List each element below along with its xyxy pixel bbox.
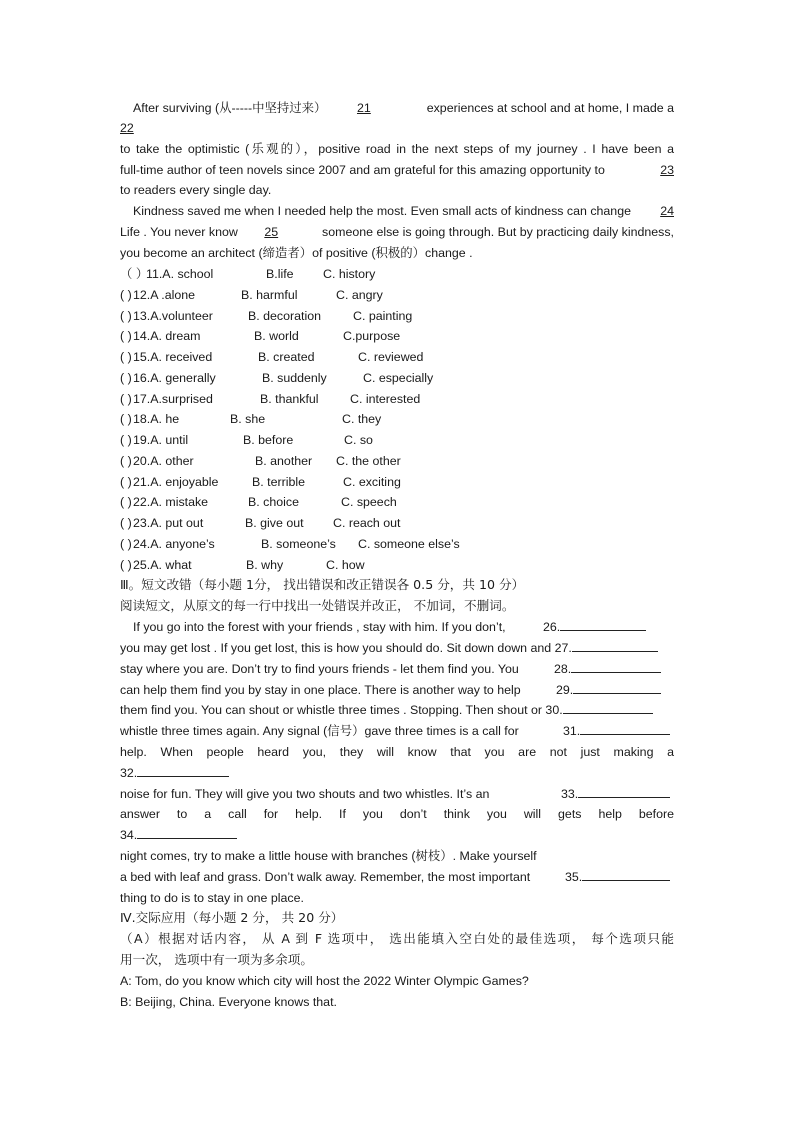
option-b: B. another xyxy=(255,454,313,468)
answer-paren[interactable]: ( ) xyxy=(120,495,132,509)
dialog-line-2: B: Beijing, China. Everyone knows that. xyxy=(120,995,337,1009)
passage-text: Kindness saved me when I needed help the most. Even small acts of kindness can change xyxy=(133,204,631,218)
option-b: B. give out xyxy=(245,516,304,530)
answer-number: 34. xyxy=(120,828,138,842)
passage-line-8: you become an architect (缔造者）of positive (积极的）change . xyxy=(120,246,473,260)
correction-text: you may get lost . If you get lost, this is how you should do. Sit down down and 27. xyxy=(120,641,572,655)
answer-paren[interactable]: ( ) xyxy=(120,537,132,551)
answer-paren[interactable]: ( ) xyxy=(120,475,132,489)
option-a: 20.A. other xyxy=(133,454,194,468)
option-a: 25.A. what xyxy=(133,558,192,572)
passage-line-7 xyxy=(120,224,674,240)
blank-24: 24 xyxy=(660,204,674,218)
blank-21: 21 xyxy=(356,101,371,115)
correction-answer-32[interactable] xyxy=(120,765,229,781)
correction-line-33 xyxy=(120,786,489,802)
blank-23: 23 xyxy=(660,163,674,177)
answer-number: 35. xyxy=(565,870,583,884)
passage-line-5: to readers every single day. xyxy=(120,183,272,197)
option-b: B. harmful xyxy=(241,288,298,302)
passage-line-4 xyxy=(120,162,674,178)
answer-paren[interactable]: ( ) xyxy=(120,350,132,364)
correction-line-27 xyxy=(120,640,658,656)
passage-text: After surviving (从-----中坚持过来） xyxy=(133,101,327,115)
section-3-heading: Ⅲ。短文改错（每小题 1分， 找出错误和改正错误各 0.5 分，共 10 分） xyxy=(120,577,525,592)
option-a: 17.A.surprised xyxy=(133,392,213,406)
passage-text: Life . You never know xyxy=(120,225,238,239)
passage-line-1 xyxy=(133,100,674,116)
answer-number: 26. xyxy=(543,620,561,634)
option-b: B. decoration xyxy=(248,309,322,323)
answer-blank[interactable] xyxy=(137,765,229,777)
option-c: C. speech xyxy=(341,495,397,509)
option-a: 12.A .alone xyxy=(133,288,196,302)
correction-line-32: help. When people heard you, they will know that you are not just making a xyxy=(120,745,674,759)
option-c: C. painting xyxy=(353,309,413,323)
option-a: 18.A. he xyxy=(133,412,180,426)
option-b: B. created xyxy=(258,350,315,364)
passage-text: experiences at school and at home, I made a xyxy=(426,101,674,115)
answer-paren[interactable]: ( ) xyxy=(120,433,132,447)
answer-paren[interactable]: ( ) xyxy=(120,392,132,406)
correction-answer-34[interactable] xyxy=(120,827,237,843)
answer-paren[interactable]: ( ) xyxy=(120,329,132,343)
correction-text: whistle three times again. Any signal (信号）gave three times is a call for xyxy=(120,724,519,738)
correction-answer-33[interactable] xyxy=(561,786,670,802)
section-4-instruction-1: （A）根据对话内容， 从 A 到 F 选项中， 选出能填入空白处的最佳选项， 每个选项只能 xyxy=(120,931,674,946)
correction-line-26 xyxy=(133,619,506,635)
option-b: B. she xyxy=(230,412,266,426)
option-b: B. suddenly xyxy=(262,371,327,385)
correction-text: If you go into the forest with your friends , stay with him. If you don’t, xyxy=(133,620,506,634)
option-b: B. thankful xyxy=(260,392,319,406)
correction-text: a bed with leaf and grass. Don’t walk away. Remember, the most important xyxy=(120,870,531,884)
correction-answer-26[interactable] xyxy=(543,619,646,635)
passage-line-6 xyxy=(133,203,674,219)
answer-blank[interactable] xyxy=(137,827,237,839)
answer-blank[interactable] xyxy=(560,619,646,631)
correction-line-35a: night comes, try to make a little house with branches (树枝）. Make yourself xyxy=(120,849,537,863)
option-c: C. especially xyxy=(363,371,434,385)
correction-line-29 xyxy=(120,682,521,698)
option-a: 11.A. school xyxy=(146,267,214,281)
correction-text: can help them find you by stay in one place. There is another way to help xyxy=(120,683,521,697)
passage-text: full-time author of teen novels since 2007 and am grateful for this amazing opportunity to xyxy=(120,163,605,177)
option-b: B. before xyxy=(243,433,294,447)
correction-answer-35[interactable] xyxy=(565,869,670,885)
correction-text: them find you. You can shout or whistle three times . Stopping. Then shout or 30. xyxy=(120,703,563,717)
option-b: B.life xyxy=(266,267,294,281)
correction-line-30 xyxy=(120,702,653,718)
answer-paren[interactable]: ( ) xyxy=(120,371,132,385)
option-c: C. the other xyxy=(336,454,401,468)
correction-line-35b xyxy=(120,869,530,885)
section-4-instruction-2: 用一次， 选项中有一项为多余项。 xyxy=(120,952,313,967)
dialog-line-1: A: Tom, do you know which city will host the 2022 Winter Olympic Games? xyxy=(120,974,529,988)
blank-22: 22 xyxy=(120,121,134,135)
answer-number: 32. xyxy=(120,766,138,780)
correction-line-34: answer to a call for help. If you don’t think you will gets help before xyxy=(120,807,674,821)
section-3-instruction: 阅读短文，从原文的每一行中找出一处错误并改正， 不加词，不删词。 xyxy=(120,598,515,613)
answer-blank[interactable] xyxy=(580,723,670,735)
answer-number: 31. xyxy=(563,724,581,738)
answer-paren[interactable]: ( ) xyxy=(120,309,132,323)
answer-paren[interactable]: ( ) xyxy=(120,288,132,302)
option-c: C. they xyxy=(342,412,382,426)
answer-paren[interactable]: ( ) xyxy=(120,558,132,572)
answer-number: 28. xyxy=(554,662,572,676)
option-c: C. so xyxy=(344,433,373,447)
option-c: C. exciting xyxy=(343,475,401,489)
option-b: B. world xyxy=(254,329,299,343)
option-a: 21.A. enjoyable xyxy=(133,475,219,489)
correction-line-31 xyxy=(120,723,519,739)
passage-text: someone else is going through. But by practicing daily kindness, xyxy=(322,225,674,239)
option-c: C. reach out xyxy=(333,516,401,530)
option-b: B. why xyxy=(246,558,284,572)
answer-blank[interactable] xyxy=(578,786,670,798)
option-a: 24.A. anyone’s xyxy=(133,537,215,551)
option-c: C. someone else’s xyxy=(358,537,460,551)
answer-blank[interactable] xyxy=(573,682,661,694)
answer-paren[interactable]: （ ） xyxy=(120,267,149,281)
option-b: B. someone’s xyxy=(261,537,336,551)
answer-paren[interactable]: ( ) xyxy=(120,516,132,530)
option-b: B. choice xyxy=(248,495,299,509)
section-4-heading: Ⅳ.交际应用（每小题 2 分， 共 20 分） xyxy=(120,910,344,925)
answer-paren[interactable]: ( ) xyxy=(120,412,132,426)
option-a: 15.A. received xyxy=(133,350,213,364)
correction-line-last: thing to do is to stay in one place. xyxy=(120,891,304,905)
option-a: 14.A. dream xyxy=(133,329,201,343)
blank-25: 25 xyxy=(264,225,279,239)
answer-blank[interactable] xyxy=(582,869,670,881)
correction-text: stay where you are. Don’t try to find yours friends - let them find you. You xyxy=(120,662,519,676)
passage-line-3: to take the optimistic (乐观的），positive road in the next steps of my journey . I have been a xyxy=(120,142,674,156)
answer-paren[interactable]: ( ) xyxy=(120,454,132,468)
answer-blank[interactable] xyxy=(571,661,661,673)
option-c: C. how xyxy=(326,558,365,572)
correction-answer-29[interactable] xyxy=(556,682,661,698)
option-a: 23.A. put out xyxy=(133,516,204,530)
correction-text: noise for fun. They will give you two shouts and two whistles. It’s an xyxy=(120,787,490,801)
option-c: C.purpose xyxy=(343,329,401,343)
correction-line-28 xyxy=(120,661,519,677)
option-a: 13.A.volunteer xyxy=(133,309,213,323)
correction-answer-31[interactable] xyxy=(563,723,670,739)
option-c: C. history xyxy=(323,267,376,281)
answer-number: 29. xyxy=(556,683,574,697)
answer-blank-30[interactable] xyxy=(563,702,653,714)
option-b: B. terrible xyxy=(252,475,306,489)
option-c: C. angry xyxy=(336,288,383,302)
option-c: C. interested xyxy=(350,392,421,406)
option-a: 22.A. mistake xyxy=(133,495,209,509)
option-c: C. reviewed xyxy=(358,350,424,364)
option-a: 16.A. generally xyxy=(133,371,216,385)
answer-number: 33. xyxy=(561,787,579,801)
correction-answer-28[interactable] xyxy=(554,661,661,677)
option-a: 19.A. until xyxy=(133,433,189,447)
answer-blank-27[interactable] xyxy=(572,640,658,652)
